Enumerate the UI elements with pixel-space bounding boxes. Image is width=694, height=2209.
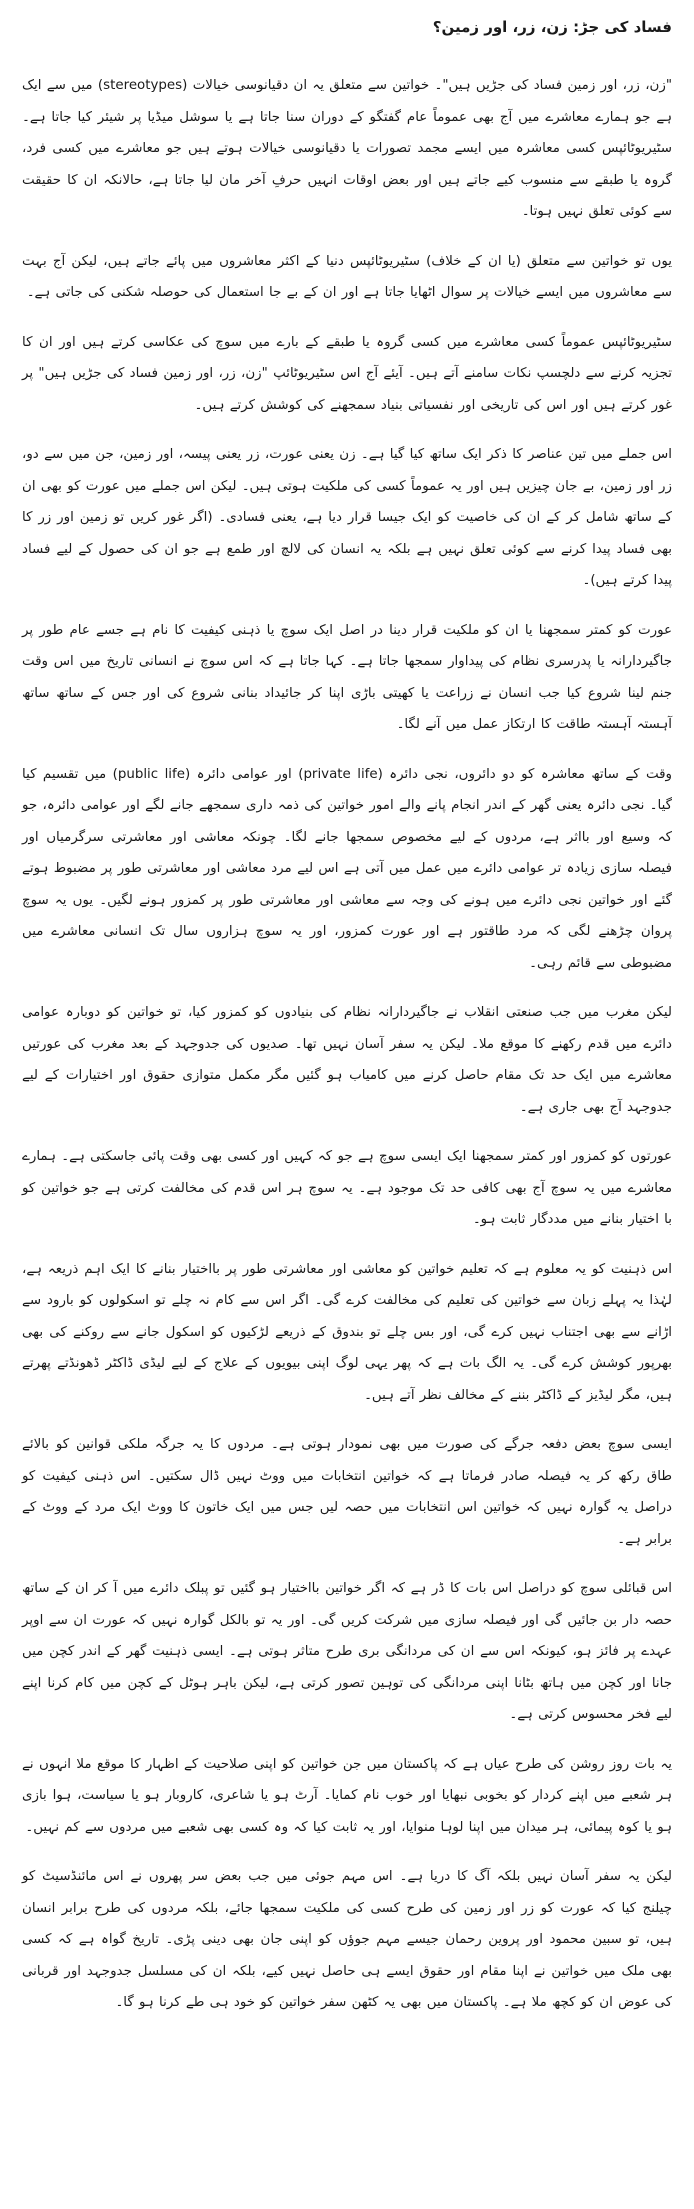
paragraph-11: اس قبائلی سوچ کو دراصل اس بات کا ڈر ہے کہ اگر خواتین بااختیار ہو گئیں تو پبلک دائرے میں آ کر ان کے ساتھ حصہ دار بن جائیں گی اور فیصلہ سازی میں شرکت کریں گی۔ اور یہ تو بالکل گوارہ نہیں کہ عورت ان سے اوپر عہدے پر فائز ہو، کیونکہ اس سے ان کی مردانگی بری طرح متاثر ہوتی ہے۔ ایسی ذہنیت گھر کے اندر کچن میں جانا اور کچن میں ہاتھ بٹانا اپنی مردانگی کی توہین تصور کرتی ہے، لیکن باہر ہوٹل کے کچن میں کام کرنا اپنے لیے فخر محسوس کرتی ہے۔ xyxy=(22,1581,672,1722)
paragraph-9: اس ذہنیت کو یہ معلوم ہے کہ تعلیم خواتین کو معاشی اور معاشرتی طور پر بااختیار بنانے کا ایک اہم ذریعہ ہے، لہٰذا یہ پہلے زبان سے خواتین کی تعلیم کی مخالفت کرے گی۔ اگر اس سے کام نہ چلے تو اسکولوں کو بارود سے اڑانے سے بھی اجتناب نہیں کرے گی، اور بس چلے تو بندوق کے ذریعے لڑکیوں کو اسکول جانے سے روکنے کی بھی بھرپور کوشش کرے گی۔ یہ الگ بات ہے کہ پھر یہی لوگ اپنی بیویوں کے علاج کے لیے لیڈی ڈاکٹر ڈھونڈتے پھرتے ہیں، مگر لیڈیز کے ڈاکٹر بننے کے مخالف نظر آتے ہیں۔ xyxy=(22,1261,672,1403)
paragraph-2: یوں تو خواتین سے متعلق (یا ان کے خلاف) سٹیریوٹائپس دنیا کے اکثر معاشروں میں پائے جاتے ہیں، لیکن آج بہت سے معاشروں میں ایسے خیالات پر سوال اٹھایا جاتا ہے اور ان کے بے جا استعمال کی حوصلہ شکنی کی جاتی ہے۔ xyxy=(22,253,672,300)
paragraph-12: یہ بات روز روشن کی طرح عیاں ہے کہ پاکستان میں جن خواتین کو اپنی صلاحیت کے اظہار کا موقع ملا انہوں نے ہر شعبے میں اپنے کردار کو بخوبی نبھایا اور خوب نام کمایا۔ آرٹ ہو یا شاعری، کاروبار ہو یا سیاست، ہوا بازی ہو یا کوہ پیمائی، ہر میدان میں اپنا لوہا منوایا، اور یہ ثابت کیا کہ وہ کسی بھی شعبے میں مردوں سے کم نہیں۔ xyxy=(22,1756,672,1835)
paragraph-7: لیکن مغرب میں جب صنعتی انقلاب نے جاگیردارانہ نظام کی بنیادوں کو کمزور کیا، تو خواتین کو دوبارہ عوامی دائرے میں قدم رکھنے کا موقع ملا۔ لیکن یہ سفر آسان نہیں تھا۔ صدیوں کی جدوجہد کے بعد مغرب کی عورتیں معاشرے میں ایک حد تک مقام حاصل کرنے میں کامیاب ہو گئیں مگر مکمل متوازی حقوق اور اختیارات کے لیے جدوجہد آج بھی جاری ہے۔ xyxy=(22,1005,672,1115)
article-title: فساد کی جڑ: زن، زر، اور زمین؟ xyxy=(432,18,672,36)
paragraph-13: لیکن یہ سفر آسان نہیں بلکہ آگ کا دریا ہے۔ اس مہم جوئی میں جب بعض سر پھروں نے اس مائنڈسیٹ کو چیلنج کیا کہ عورت کو زر اور زمین کی طرح کسی کی ملکیت سمجھا جائے، بلکہ مردوں کی طرح برابر انسان ہیں، تو سبین محمود اور پروین رحمان جیسے مہم جوؤں کو اپنی جان بھی دینی پڑی۔ تاریخ گواہ ہے کہ کسی بھی ملک میں خواتین نے اپنا مقام اور حقوق ایسے ہی حاصل نہیں کیے، بلکہ ان کی مسلسل جدوجہد اور قربانی کی عوض ان کو کچھ ملا ہے۔ پاکستان میں بھی یہ کٹھن سفر خواتین کو خود ہی طے کرنا ہو گا۔ xyxy=(22,1869,672,2010)
paragraph-4: اس جملے میں تین عناصر کا ذکر ایک ساتھ کیا گیا ہے۔ زن یعنی عورت، زر یعنی پیسہ، اور زمین، جن میں سے دو، زر اور زمین، بے جان چیزیں ہیں اور یہ عموماً کسی کی ملکیت ہوتی ہیں۔ لیکن اس جملے میں عورت کو بھی ان کے ساتھ شامل کر کے ان کی خاصیت کو ایک جیسا قرار دیا ہے، یعنی فسادی۔ (اگر غور کریں تو زمین اور زر کا بھی فساد پیدا کرنے سے کوئی تعلق نہیں ہے بلکہ یہ انسان کی لالچ اور طمع ہے جو ان کی حصول کے لیے فساد پیدا کرتے ہیں)۔ xyxy=(22,447,672,588)
paragraph-3: سٹیریوٹائپس عموماً کسی معاشرے میں کسی گروہ یا طبقے کے بارے میں سوچ کی عکاسی کرتے ہیں اور ان کا تجزیہ کرنے سے دلچسپ نکات سامنے آتے ہیں۔ آیئے آج اس سٹیریوٹائپ "زن، زر، اور زمین فساد کی جڑیں ہیں" پر غور کرتے ہیں اور اس کی تاریخی اور نفسیاتی بنیاد سمجھنے کی کوشش کرتے ہیں۔ xyxy=(22,334,672,413)
paragraph-6: وقت کے ساتھ معاشرہ کو دو دائروں، نجی دائرہ (private life) اور عوامی دائرہ (public life) میں تقسیم کیا گیا۔ نجی دائرہ یعنی گھر کے اندر انجام پانے والے امور خواتین کی ذمہ داری سمجھے جانے لگے اور عوامی دائرہ، جو کہ وسیع اور بااثر ہے، مردوں کے لیے مخصوص سمجھا جانے لگا۔ چونکہ معاشی اور معاشرتی سرگرمیاں اور فیصلہ سازی زیادہ تر عوامی دائرے میں عمل میں آتی ہے اس لیے مرد معاشی اور معاشرتی طور پر مضبوط ہوتے گئے اور خواتین نجی دائرے میں ہونے کی وجہ سے معاشی اور معاشرتی طور پر کمزور ہونے لگیں۔ یوں یہ سوچ پروان چڑھنے لگی کہ مرد طاقتور ہے اور عورت کمزور، اور یہ سوچ ہزاروں سال تک انسانی معاشرے میں مضبوطی سے قائم رہی۔ xyxy=(22,766,673,971)
paragraph-1: "زن، زر، اور زمین فساد کی جڑیں ہیں"۔ خواتین سے متعلق یہ ان دقیانوسی خیالات (stereotypes) میں سے ایک ہے جو ہمارے معاشرے میں آج بھی عموماً عام گفتگو کے دوران سنا جاتا ہے یا سوشل میڈیا پر شیئر کیا جاتا ہے۔ سٹیریوٹائپس کسی معاشرہ میں ایسے مجمد تصورات یا دقیانوسی خیالات ہوتے ہیں جو معاشرے میں کسی فرد، گروہ یا طبقے سے منسوب کیے جاتے ہیں اور بعض اوقات انہیں حرفِ آخر مان لیا جاتا ہے، حالانکہ ان کا حقیقت سے کوئی تعلق نہیں ہوتا۔ xyxy=(22,78,672,219)
paragraph-5: عورت کو کمتر سمجھنا یا ان کو ملکیت قرار دینا در اصل ایک سوچ یا ذہنی کیفیت کا نام ہے جسے عام طور پر جاگیردارانہ یا پدرسری نظام کی پیداوار سمجھا جاتا ہے۔ کہا جاتا ہے کہ اس سوچ نے انسانی تاریخ میں اس وقت جنم لینا شروع کیا جب انسان نے زراعت یا کھیتی باڑی اپنا کر جائیداد بنانی شروع کی اور جس کے ساتھ ساتھ آہستہ آہستہ طاقت کا ارتکاز عمل میں آنے لگا۔ xyxy=(22,622,672,732)
paragraph-10: ایسی سوچ بعض دفعہ جرگے کی صورت میں بھی نمودار ہوتی ہے۔ مردوں کا یہ جرگہ ملکی قوانین کو بالائے طاق رکھ کر یہ فیصلہ صادر فرماتا ہے کہ خواتین انتخابات میں ووٹ نہیں ڈال سکتیں۔ اس ذہنی کیفیت کو دراصل یہ گوارہ نہیں کہ خواتین اس انتخابات میں حصہ لیں جس میں ایک خاتون کا ووٹ ایک مرد کے ووٹ کے برابر ہے۔ xyxy=(22,1437,672,1547)
paragraph-8: عورتوں کو کمزور اور کمتر سمجھنا ایک ایسی سوچ ہے جو کہ کہیں اور کسی بھی وقت پائی جاسکتی ہے۔ ہمارے معاشرے میں یہ سوچ آج بھی کافی حد تک موجود ہے۔ یہ سوچ ہر اس قدم کی مخالفت کرتی ہے جو خواتین کو با اختیار بنانے میں مددگار ثابت ہو۔ xyxy=(22,1149,672,1227)
